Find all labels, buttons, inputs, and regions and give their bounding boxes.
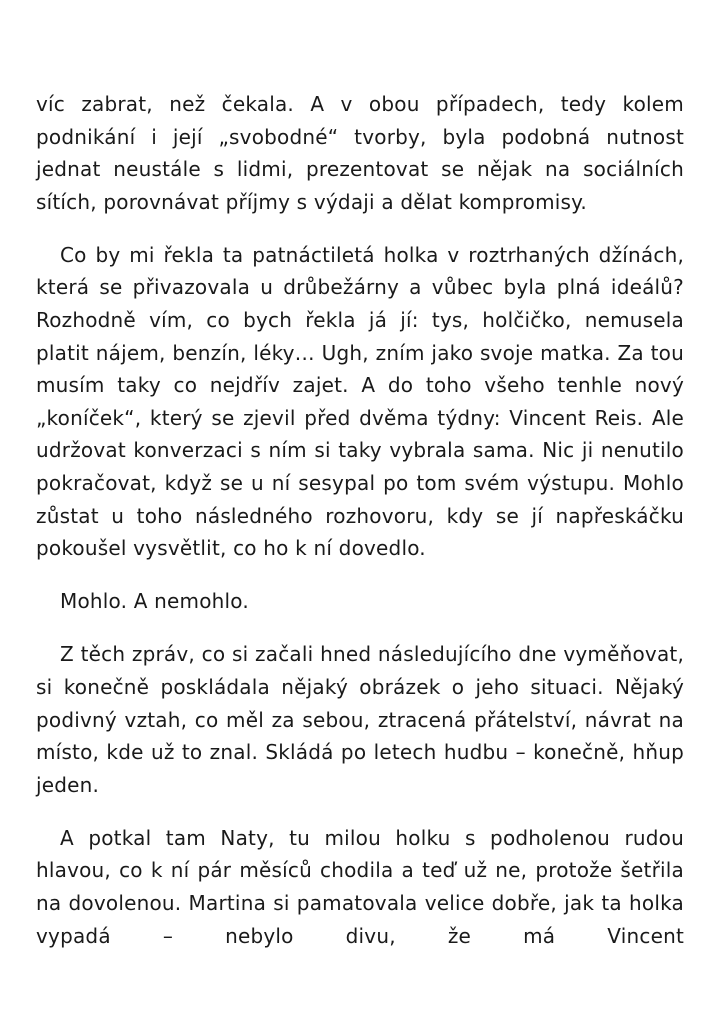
paragraph-4: Z těch zpráv, co si začali hned následujícího dne vyměňovat, si konečně poskládala nějaký obrázek o jeho situaci. Nějaký podivný vztah, co měl za sebou, ztracená přátelství, návrat na místo, kde už to znal. Skládá po letech hudbu – konečně, hňup jeden. (36, 642, 684, 797)
paragraph-5: A potkal tam Naty, tu milou holku s podholenou rudou hlavou, co k ní pár měsíců chodila a teď už ne, protože šetřila na dovolenou. Martina si pamatovala velice dobře, jak ta holka vypadá – nebylo divu, že má Vincent (36, 825, 684, 948)
paragraph-1: víc zabrat, než čekala. A v obou případech, tedy kolem podnikání i její „svobodné“ tvorby, byla podobná nutnost jednat neustále s lidmi, prezentovat se nějak na sociálních sítích, porovnávat příjmy s výdaji a dělat kompromisy. (36, 92, 684, 214)
paragraph-3: Mohlo. A nemohlo. (60, 589, 249, 614)
paragraph-2: Co by mi řekla ta patnáctiletá holka v roztrhaných džínách, která se přivazovala u drůbežárny a vůbec byla plná ideálů? Rozhodně vím, co bych řekla já jí: tys, holčičko, nemusela platit nájem, benzín, léky… Ugh, zním jako svoje matka. Za tou musím taky co nejdřív zajet. A do toho všeho tenhle nový „koníček“, který se zjevil před dvěma týdny: Vincent Reis. Ale udržovat konverzaci s ním si taky vybrala sama. Nic ji nenutilo pokračovat, když se u ní sesypal po tom svém výstupu. Mohlo zůstat u toho následného rozhovoru, kdy se jí napřeskáčku pokoušel vysvětlit, co ho k ní dovedlo. (36, 242, 684, 561)
